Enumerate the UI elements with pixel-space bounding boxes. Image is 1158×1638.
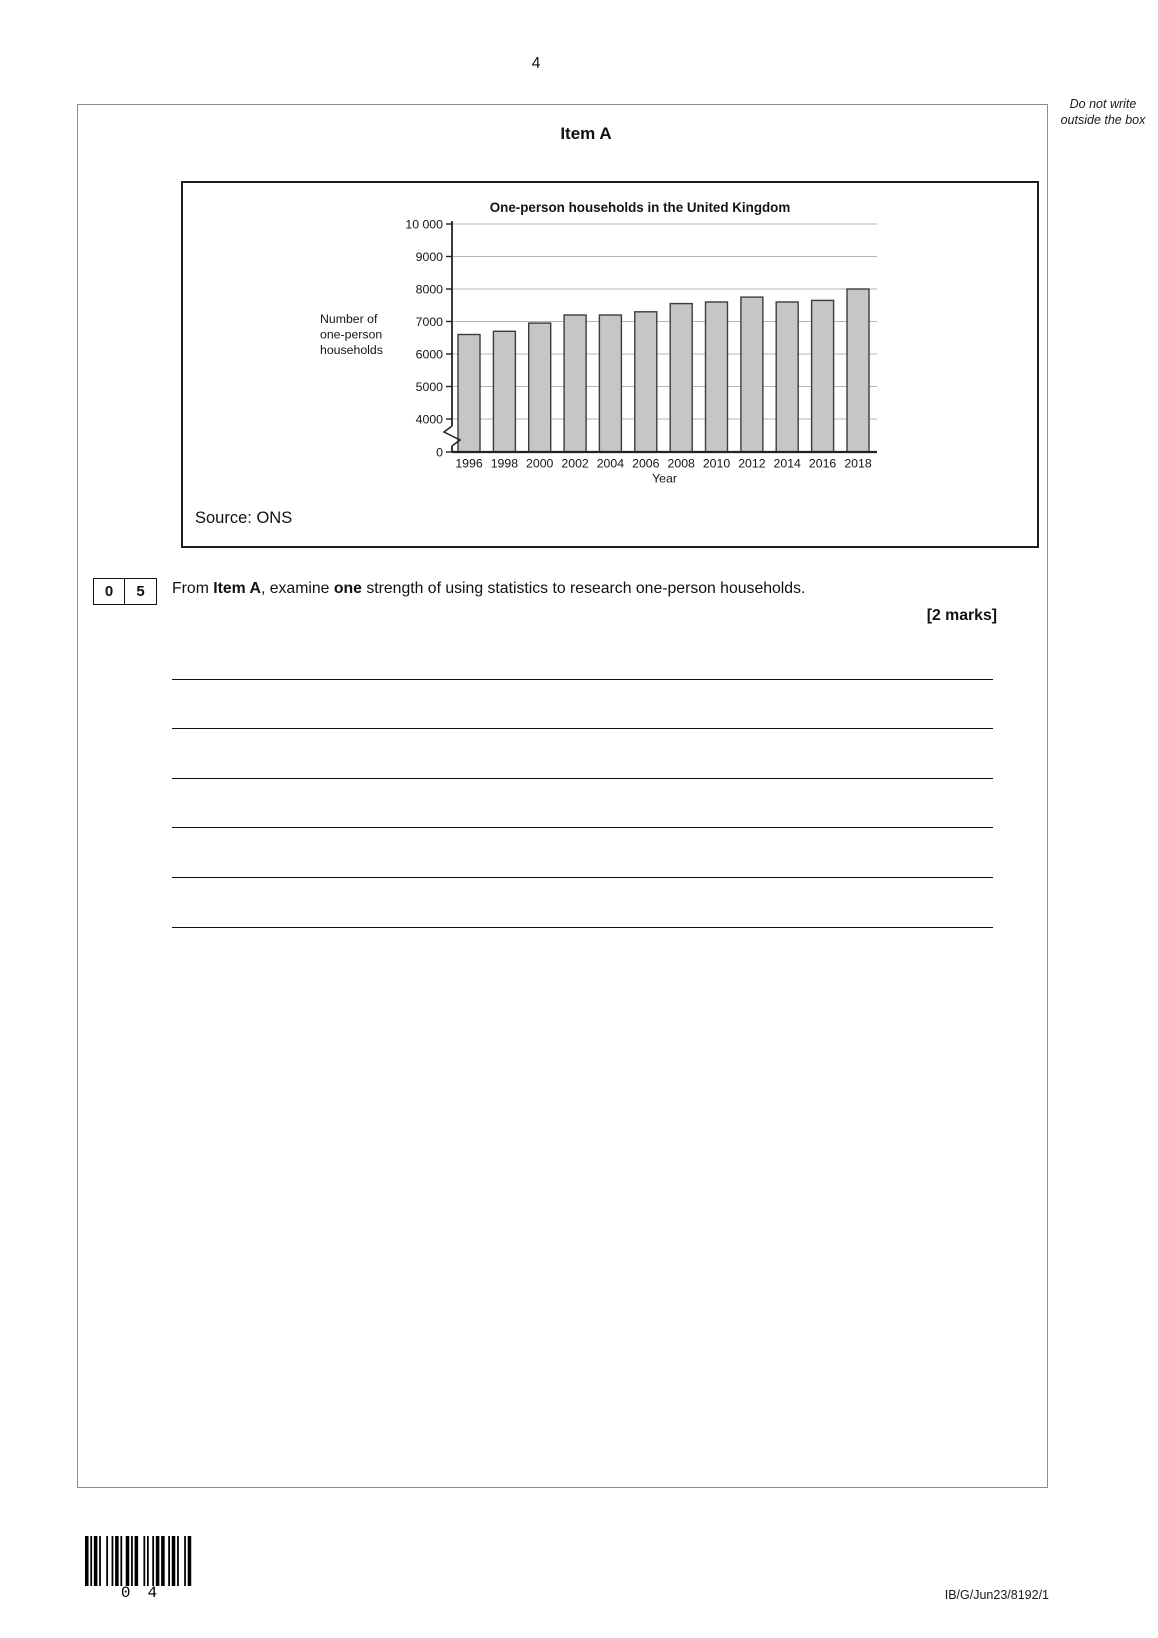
svg-text:1996: 1996 bbox=[455, 456, 483, 471]
item-a-heading: Item A bbox=[560, 124, 612, 143]
bar-2010 bbox=[706, 302, 728, 452]
barcode-bar bbox=[161, 1536, 165, 1586]
barcode-digit: 4 bbox=[147, 1584, 158, 1602]
barcode-bar bbox=[131, 1536, 133, 1586]
barcode-bar bbox=[188, 1536, 192, 1586]
svg-text:2002: 2002 bbox=[561, 456, 589, 471]
bar-2016 bbox=[812, 300, 834, 452]
barcode-bar bbox=[112, 1536, 114, 1586]
bar-2008 bbox=[670, 304, 692, 452]
answer-line bbox=[172, 877, 993, 878]
question-text-segment: From bbox=[172, 580, 214, 597]
margin-note: Do not write outside the box bbox=[1060, 97, 1146, 128]
bar-1998 bbox=[493, 331, 515, 452]
question-text-segment: , examine bbox=[260, 580, 334, 597]
question-text bbox=[172, 580, 997, 598]
svg-text:8000: 8000 bbox=[415, 282, 443, 297]
page-number: 4 bbox=[531, 55, 541, 72]
bar-2018 bbox=[847, 289, 869, 452]
bar-chart bbox=[310, 188, 890, 498]
question-number-box bbox=[93, 578, 157, 605]
bar-2006 bbox=[635, 312, 657, 452]
svg-text:2000: 2000 bbox=[526, 456, 554, 471]
barcode-bar bbox=[177, 1536, 179, 1586]
barcode-bar bbox=[156, 1536, 160, 1586]
bars bbox=[458, 289, 869, 452]
barcode-bar bbox=[90, 1536, 92, 1586]
barcode-bar bbox=[99, 1536, 101, 1586]
answer-line bbox=[172, 927, 993, 928]
svg-text:Number of: Number of bbox=[320, 312, 378, 326]
question-text-segment: one bbox=[333, 580, 362, 597]
barcode bbox=[85, 1536, 193, 1586]
question-number-digit: 5 bbox=[125, 578, 157, 605]
svg-text:5000: 5000 bbox=[415, 379, 443, 394]
bar-2004 bbox=[599, 315, 621, 452]
svg-text:2014: 2014 bbox=[773, 456, 801, 471]
answer-line bbox=[172, 778, 993, 779]
barcode-bar bbox=[168, 1536, 170, 1586]
barcode-bar bbox=[106, 1536, 108, 1586]
barcode-bar bbox=[94, 1536, 98, 1586]
barcode-bar bbox=[126, 1536, 130, 1586]
svg-text:2004: 2004 bbox=[596, 456, 625, 471]
bar-2014 bbox=[776, 302, 798, 452]
question-text-segment: Item A bbox=[213, 580, 261, 597]
svg-text:4000: 4000 bbox=[415, 412, 443, 427]
barcode-bar bbox=[85, 1536, 89, 1586]
barcode-bar bbox=[120, 1536, 122, 1586]
svg-text:2016: 2016 bbox=[808, 456, 837, 471]
svg-text:2018: 2018 bbox=[844, 456, 872, 471]
barcode-bar bbox=[143, 1536, 145, 1586]
bar-1996 bbox=[458, 335, 480, 453]
question-text-segment: strength of using statistics to research one-person households. bbox=[361, 580, 806, 597]
barcode-bar bbox=[147, 1536, 149, 1586]
svg-text:0: 0 bbox=[436, 445, 443, 460]
svg-text:2008: 2008 bbox=[667, 456, 695, 471]
chart-title: One-person households in the United Kingdom bbox=[489, 200, 791, 215]
barcode-bar bbox=[115, 1536, 119, 1586]
barcode-bar bbox=[152, 1536, 154, 1586]
svg-text:9000: 9000 bbox=[415, 249, 443, 264]
answer-line bbox=[172, 728, 993, 729]
y-tick-labels bbox=[405, 217, 452, 459]
x-tick-labels bbox=[455, 457, 872, 471]
bar-2002 bbox=[564, 315, 586, 452]
question-number-digit: 0 bbox=[93, 578, 125, 605]
x-axis-label: Year bbox=[652, 471, 677, 486]
svg-text:2012: 2012 bbox=[738, 456, 766, 471]
svg-text:households: households bbox=[320, 343, 383, 357]
answer-line bbox=[172, 827, 993, 828]
svg-text:6000: 6000 bbox=[415, 347, 443, 362]
source-line: Source: ONS bbox=[195, 509, 293, 527]
y-axis-label bbox=[320, 312, 383, 357]
paper-reference-code: IB/G/Jun23/8192/1 bbox=[944, 1588, 1049, 1602]
svg-text:7000: 7000 bbox=[415, 314, 443, 329]
barcode-bar bbox=[172, 1536, 176, 1586]
svg-text:1998: 1998 bbox=[490, 456, 519, 471]
answer-line bbox=[172, 679, 993, 680]
svg-text:2006: 2006 bbox=[632, 456, 660, 471]
svg-text:2010: 2010 bbox=[702, 456, 731, 471]
barcode-digit: 0 bbox=[120, 1584, 131, 1602]
barcode-label bbox=[85, 1584, 193, 1602]
barcode-bar bbox=[135, 1536, 139, 1586]
bar-2000 bbox=[529, 323, 551, 452]
question-marks: [2 marks] bbox=[926, 607, 997, 624]
svg-text:one-person: one-person bbox=[320, 327, 383, 342]
svg-text:10 000: 10 000 bbox=[405, 217, 443, 232]
bar-2012 bbox=[741, 297, 763, 452]
barcode-bar bbox=[184, 1536, 186, 1586]
